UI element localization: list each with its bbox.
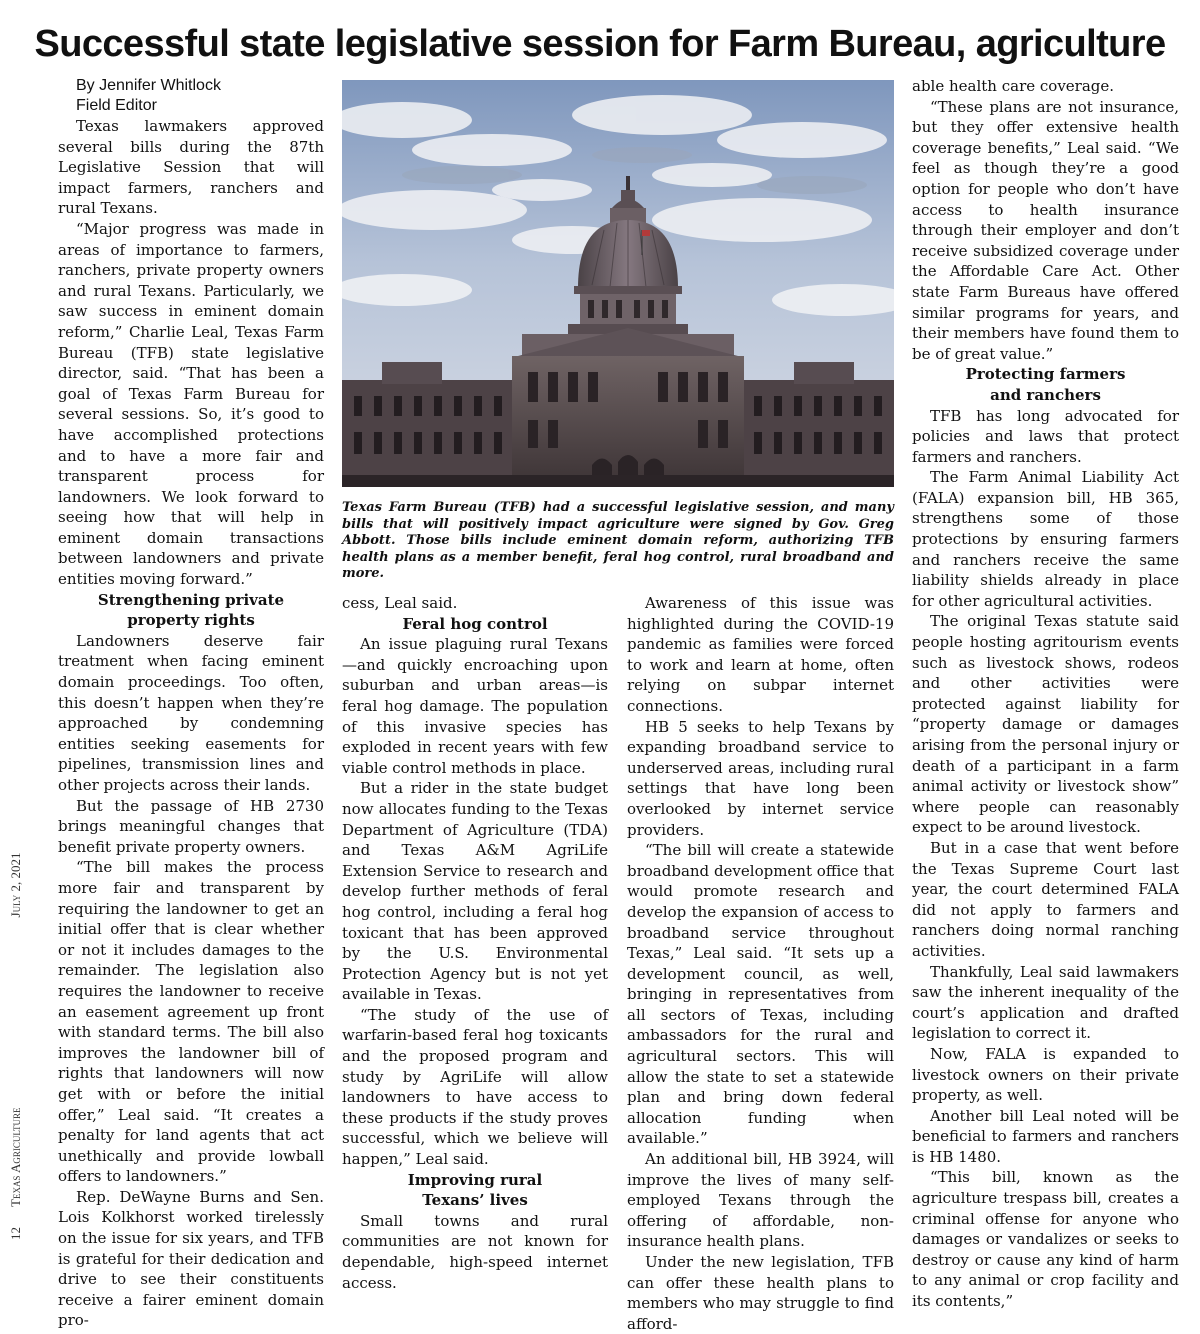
paragraph: Texas lawmakers approved several bills during the 87th Legislative Session that will impact farmers, ranchers and rural Texans. [58, 117, 324, 218]
paragraph: TFB has long advocated for policies and laws that protect farmers and ranchers. [912, 406, 1179, 466]
paragraph: HB 5 seeks to help Texans by expanding broadband service to underserved areas, including rural settings that have long been overlooked by internet service providers. [627, 717, 894, 839]
subhead-feral-hog: Feral hog control [402, 614, 548, 633]
paragraph: “The bill will create a statewide broadband development office that would promote research and develop the expansion of access to broadband service throughout Texas,” Leal said. “It sets up a development council, as well, bringing in representatives from all sectors of Texas, including ambassadors for the rural and agricultural sectors. This will allow the state to set a statewide plan and bring down federal allocation funding when available.” [627, 841, 894, 1148]
issue-date: July 2, 2021 [8, 852, 23, 918]
column-4 [912, 76, 1179, 1312]
paragraph: Now, FALA is expanded to livestock owners on their private property, as well. [912, 1044, 1179, 1105]
paragraph: Thankfully, Leal said lawmakers saw the inherent inequality of the court’s application and drafted legislation to correct it. [912, 962, 1179, 1043]
paragraph: Awareness of this issue was highlighted during the COVID-19 pandemic as families were forced to work and learn at home, often relying on subpar internet connections. [627, 594, 894, 715]
page-number: 12 [8, 1227, 23, 1240]
paragraph: “The study of the use of warfarin-based feral hog toxicants and the proposed program and study by AgriLife will allow landowners to have access to these products if the study proves successful, which we believe will happen,” Leal said. [342, 1005, 608, 1169]
paragraph: cess, Leal said. [342, 594, 458, 612]
byline-role: Field Editor [76, 97, 157, 114]
paragraph: An issue plaguing rural Texans—and quickly encroaching upon suburban and urban areas—is feral hog damage. The population of this invasive species has exploded in recent years with few viable control methods in place. [342, 635, 608, 777]
paragraph: The original Texas statute said people hosting agritourism events such as livestock shows, rodeos and other activities were protected against liability for “property damage or damages arising from the personal injury or death of a participant in a farm animal activity or livestock show” where people can reasonably expect to be around livestock. [912, 612, 1179, 837]
capitol-photo [342, 80, 894, 487]
headline: Successful state legislative session for Farm Bureau, agriculture [34, 23, 1166, 65]
paragraph: Landowners deserve fair treatment when facing eminent domain proceedings. Too often, this doesn’t happen when they’re approached by condemning entities seeking easements for pipelines, transmission lines and other projects across their lands. [58, 631, 324, 794]
column-3 [627, 593, 894, 1334]
paragraph: But a rider in the state budget now allocates funding to the Texas Department of Agriculture (TDA) and Texas A&M AgriLife Extension Service to research and develop further methods of feral hog control, including a feral hog toxicant that has been approved by the U.S. Environmental Protection Agency but is not yet available in Texas. [342, 779, 608, 1004]
subhead-protecting-farmers: Protecting farmers and ranchers [965, 365, 1126, 404]
paragraph: “The bill makes the process more fair and transparent by requiring the landowner to get an initial offer that is clear whether or not it includes damages to the remainder. The legislation also requires the landowner to receive an easement agreement up front with standard terms. The bill also improves the landowner bill of rights that landowners will now get with or before the initial offer,” Leal said. “It creates a penalty for land agents that act unethically and provide lowball offers to landowners.” [58, 858, 324, 1186]
column-2 [342, 593, 608, 1293]
subhead-rural-texans: Improving rural Texans’ lives [407, 1170, 543, 1210]
byline-author: By Jennifer Whitlock [76, 77, 221, 94]
paragraph: “Major progress was made in areas of importance to farmers, ranchers, private property owners and rural Texans. Particularly, we saw success in eminent domain reform,” Charlie Leal, Texas Farm Bureau (TFB) state legislative director, said. “That has been a goal of Texas Farm Bureau for several sessions. So, it’s good to have accomplished protections and to have a more fair and transparent process for landowners. We look forward to seeing how that will help in eminent domain transactions between landowners and private entities moving forward.” [58, 219, 324, 589]
page-folio [8, 853, 24, 1240]
paragraph: But the passage of HB 2730 brings meaningful changes that benefit private property owners. [58, 796, 324, 856]
paragraph: But in a case that went before the Texas Supreme Court last year, the court determined FALA did not apply to farmers and ranchers doing normal ranching activities. [912, 838, 1179, 960]
column-1 [58, 76, 324, 1331]
paragraph: Under the new legislation, TFB can offer these health plans to members who may struggle to find afford- [627, 1253, 894, 1333]
paragraph: “This bill, known as the agriculture trespass bill, creates a criminal offense for anyone who damages or vandalizes or seeks to destroy or cause any kind of harm to any animal or crop facility and its contents,” [912, 1168, 1179, 1311]
paragraph: able health care coverage. [912, 77, 1115, 95]
subhead-property-rights: Strengthening private property rights [97, 590, 285, 630]
paragraph: Small towns and rural communities are not known for dependable, high-speed internet access. [342, 1211, 608, 1292]
paragraph: “These plans are not insurance, but they offer extensive health coverage benefits,” Leal said. “We feel as though they’re a good option for people who don’t have access to health insurance through their employer and don’t receive subsidized coverage under the Affordable Care Act. Other state Farm Bureaus have offered similar programs for years, and their members have found them to be of great value.” [912, 97, 1179, 363]
paragraph: Rep. DeWayne Burns and Sen. Lois Kolkhorst worked tirelessly on the issue for six years, and TFB is grateful for their dedication and drive to see their constituents receive a fairer eminent domain pro- [58, 1187, 324, 1330]
paragraph: The Farm Animal Liability Act (FALA) expansion bill, HB 365, strengthens some of those protections by ensuring farmers and ranchers receive the same liability shields already in place for other agricultural activities. [912, 468, 1179, 610]
paragraph: Another bill Leal noted will be beneficial to farmers and ranchers is HB 1480. [912, 1106, 1179, 1166]
photo-caption: Texas Farm Bureau (TFB) had a successful legislative session, and many bills that will positively impact agriculture were signed by Gov. Greg Abbott. Those bills include eminent domain reform, authorizing TFB health plans as a member benefit, feral hog control, rural broadband and more. [342, 500, 894, 581]
paragraph: An additional bill, HB 3924, will improve the lives of many self-employed Texans through the offering of affordable, non-insurance health plans. [627, 1150, 894, 1251]
publication-name: Texas Agriculture [8, 1107, 23, 1207]
